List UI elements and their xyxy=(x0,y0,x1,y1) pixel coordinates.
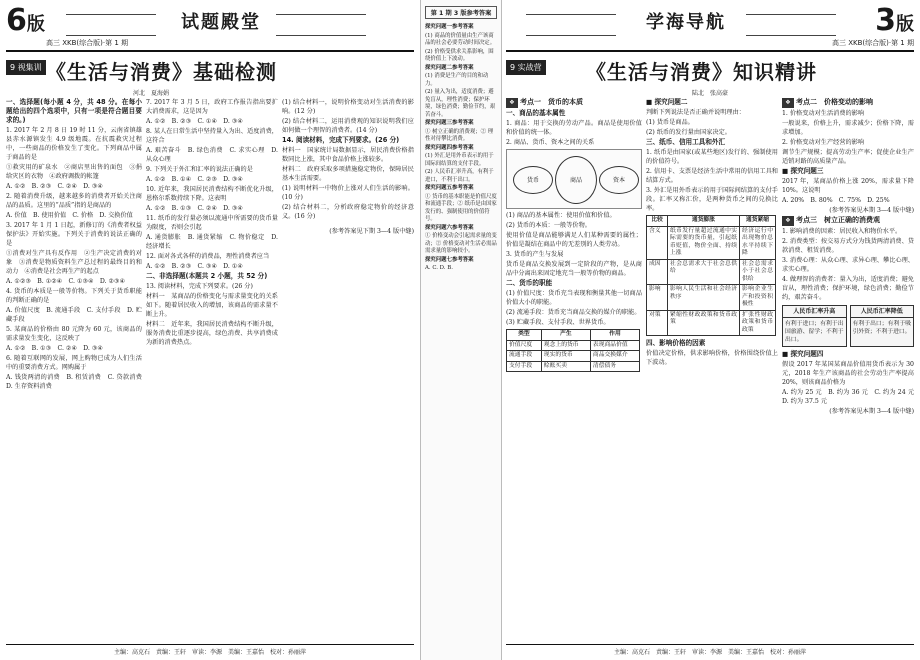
chapter-heading: ❖ 考点三 树立正确的消费观 xyxy=(782,216,914,226)
answer-item: 探究问题七参考答案 xyxy=(425,256,474,263)
right-page xyxy=(500,0,920,660)
paragraph: (1) 商品的基本属性：使用价值和价值。 xyxy=(506,212,616,219)
question-stem: ①消费对生产具有反作用 ②生产决定消费的对象 ③消费是物质资料生产总过程的最终目的和动力 ④消费是社会再生产的起点 xyxy=(6,250,142,275)
section-heading: 一、选择题(每小题 4 分，共 48 分。在每小题给出的四个选项中，只有一项是符合题目要求的。) xyxy=(6,98,142,124)
table-cell: 表现商品价值 xyxy=(590,340,639,351)
paragraph: 货币是商品交换发展到一定阶段的产物，是从商品中分离出来固定地充当一般等价物的商品。 xyxy=(506,261,642,277)
answer-note: (参考答案见本期 3—4 版中缝) xyxy=(829,207,914,214)
table-row xyxy=(507,351,640,362)
table-cell: 价值尺度 xyxy=(507,340,542,351)
table-cell: 社会总需求大于社会总供给 xyxy=(668,259,740,285)
paragraph: 4. 做理智的消费者：量入为出，适度消费；避免盲从，理性消费；保护环境，绿色消费；勤俭节约，艰苦奋斗。 xyxy=(782,276,914,301)
question: 13. 阅读材料，完成下列要求。(26 分) xyxy=(146,283,253,290)
section-tag: 9 实战营 xyxy=(506,60,546,75)
question-options: A. ①② B. ①③ C. ②④ D. ③④ xyxy=(146,205,243,212)
paragraph: 判断下列说法是否正确并说明理由： xyxy=(646,109,745,116)
paragraph: 1. 纸币是由国家(或某些地区)发行的、强制使用的价值符号。 xyxy=(646,149,778,165)
paragraph: 调节生产规模；提高劳动生产率；促使企业生产适销对路的高质量产品。 xyxy=(782,149,914,165)
answer-item: 探究问题一参考答案 xyxy=(425,24,474,30)
bookmark-icon: ❖ xyxy=(506,98,518,108)
left-footer: 主编：高克石 责编：王轩 审读：李源 美编：王嘉怡 校对：孙丽萍 xyxy=(6,644,414,656)
table-cell: 商品交换媒介 xyxy=(590,351,639,362)
question-options: A. ①② B. ②③ C. ①④ D. ③④ xyxy=(146,118,243,125)
table-cell: 现实的货币 xyxy=(541,351,590,362)
answer-item: (1) 消费是生产的目的和动力。 xyxy=(425,73,489,87)
table-header: 通货紧缩 xyxy=(740,216,776,227)
section-heading: 四、影响价格的因素 xyxy=(646,339,706,347)
question-options: A. ①② B. ①③ C. ②④ D. ③④ xyxy=(6,345,103,352)
paragraph: 3. 外汇是用外币表示的用于国际间结算的支付手段。汇率又称汇价，是两种货币之间的兑换比率。 xyxy=(646,187,778,212)
right-column-1 xyxy=(506,98,642,628)
right-masthead xyxy=(506,4,914,52)
left-column-1 xyxy=(6,98,149,628)
material: 材料二 近年来，我国居民消费结构不断升级，服务消费比重逐步提高，绿色消费、共享消费成为新的消费热点。 xyxy=(146,321,278,346)
question-options: A. 20% B. 80% C. 75% D. 25% xyxy=(782,197,890,204)
answer-item: (1) 外汇是用外币表示的用于国际间结算的支付手段。 xyxy=(425,153,494,167)
material: 材料一 某商品的价格变化与需求量变化的关系如下。随着居民收入的增加，该商品的需求量不断上升。 xyxy=(146,293,278,318)
card-body: 有利于出口；有利于吸引外资；不利于进口。 xyxy=(852,321,911,335)
table-header: 作用 xyxy=(590,330,639,341)
table-row xyxy=(647,259,776,285)
question: 12. 面对各式各样的消费品，理性消费者应当 xyxy=(146,253,270,260)
table-header: 产生 xyxy=(541,330,590,341)
inflation-comparison-table xyxy=(646,215,776,336)
card-title: 人民币汇率降低 xyxy=(851,306,914,318)
table-cell: 影响人民生活和社会经济秩序 xyxy=(668,285,740,311)
table-row xyxy=(507,340,640,351)
requirement: (1) 说明材料一中物价上涨对人们生活的影响。(10 分) xyxy=(282,185,414,201)
paragraph: 2. 商品、货币、资本之间的关系 xyxy=(506,139,595,146)
right-footer: 主编：高克石 责编：王轩 审读：李源 美编：王嘉怡 校对：孙丽萍 xyxy=(506,644,914,656)
answer-item: 探究问题五参考答案 xyxy=(425,185,474,191)
paragraph: 假设 2017 年某国某商品价值用货币表示为 30 元，2018 年生产该商品的社会劳动生产率提高 20%，则该商品价格为 xyxy=(782,361,914,386)
byline: 河北 夏海娟 xyxy=(132,90,169,97)
question-options: A. ①②③ B. ①②④ C. ①③④ D. ②③④ xyxy=(6,278,126,285)
question: 10. 近年来，我国居民消费结构不断优化升级，恩格尔系数持续下降。这表明 xyxy=(146,186,278,202)
answer-item: 探究问题三参考答案 xyxy=(425,120,474,126)
section-tag: 9 视集训 xyxy=(6,60,46,75)
question: 8. 某人在日常生活中坚持量入为出、适度消费，这符合 xyxy=(146,128,278,144)
paragraph: 2. 价格变动对生产经营的影响 xyxy=(782,139,865,146)
info-card xyxy=(782,305,847,347)
answer-item: (1) 商品的价值量由生产该商品的社会必要劳动时间决定。 xyxy=(425,32,496,46)
table-row xyxy=(507,361,640,372)
question-options: A. 钱货两清的消费 B. 租赁消费 C. 贷款消费 D. 生存资料消费 xyxy=(6,374,149,390)
inquiry-heading: ■ 探究问题二 xyxy=(646,98,688,106)
spine-heading: 第 1 期 3 版参考答案 xyxy=(425,6,497,19)
answer-item: A. C. D. B. xyxy=(425,265,453,271)
requirement: (1) 结合材料一，说明价格变动对生活消费的影响。(12 分) xyxy=(282,99,414,115)
masthead-decoration xyxy=(276,14,366,36)
paragraph: 2. 信用卡、支票是经济生活中常用的信用工具和结算方式。 xyxy=(646,168,778,184)
inquiry-heading: ■ 探究问题四 xyxy=(782,350,824,358)
table-cell: 影响企业生产和投资积极性 xyxy=(740,285,776,311)
table-row xyxy=(647,310,776,336)
column-name: 试题殿堂 xyxy=(181,12,261,33)
paragraph: (1) 价值尺度：货币充当表现和衡量其他一切商品价值大小的职能。 xyxy=(506,290,642,306)
question-options: A. 艰苦奋斗 B. 绿色消费 C. 求实心理 D. 从众心理 xyxy=(146,147,278,163)
question-options: A. ①② B. ②③ C. ②④ D. ③④ xyxy=(6,183,103,190)
relation-diagram xyxy=(506,149,642,209)
inquiry-heading: ■ 探究问题三 xyxy=(782,167,824,175)
table-cell: 观念上的货币 xyxy=(541,340,590,351)
answer-item: ① 货币的基本职能是价值尺度和流通手段；② 纸币是由国家发行的、强制使用的价值符号。 xyxy=(425,193,497,222)
question-options: A. 约为 25 元 B. 约为 36 元 C. 约为 24 元 D. 约为 37.5 元 xyxy=(782,389,920,405)
table-cell: 赊账买卖 xyxy=(541,361,590,372)
function-table xyxy=(506,329,640,372)
page-title: 《生活与消费》知识精讲 xyxy=(586,60,817,84)
answer-item: 探究问题四参考答案 xyxy=(425,144,474,151)
material: 材料一 国家统计局数据显示，居民消费价格指数同比上涨，其中食品价格上涨较多。 xyxy=(282,147,414,163)
question: 3. 2017 年 1 月 1 日起，新修订的《消费者权益保护法》开始实施。下列关于消费的说法正确的是 xyxy=(6,222,142,247)
table-header: 类型 xyxy=(507,330,542,341)
question: 14. 阅读材料，完成下列要求。(26 分) xyxy=(282,136,400,144)
chapter-heading: ❖ 考点二 价格变动的影响 xyxy=(782,98,914,108)
question-options: A. 价值尺度 B. 流通手段 C. 支付手段 D. 贮藏手段 xyxy=(6,307,142,323)
table-row xyxy=(647,226,776,259)
question-options: A. ①② B. ②③ C. ③④ D. ①④ xyxy=(146,263,243,270)
answer-note: (参考答案见本期 3—4 版中缝) xyxy=(829,408,914,415)
answer-item: ① 树立正确的消费观；② 理性对待攀比消费。 xyxy=(425,128,494,142)
question: 1. 2017 年 2 月 8 日 19 时 11 分，云南省镇雄县赤水源镇发生 4.9 级地震。在抗震救灾过程中，一些商品的价格发生了变化。下列商品中属于商品的是 xyxy=(6,127,142,161)
question-options: A. 价值 B. 使用价值 C. 价格 D. 交换价值 xyxy=(6,212,133,219)
table-cell: 社会总需求小于社会总供给 xyxy=(740,259,776,285)
table-header: 比较 xyxy=(647,216,668,227)
table-cell: 成因 xyxy=(647,259,668,285)
section-banner xyxy=(506,56,914,86)
answer-note: (参考答案见下期 3—4 版中缝) xyxy=(329,228,414,235)
answer-item: ① 价格变动会引起需求量的变动；② 价格变动对生活必需品需求量的影响较小。 xyxy=(425,233,497,254)
question: 6. 随着互联网的发展，网上购物已成为人们生活中的重要消费方式。网购属于 xyxy=(6,355,142,371)
paragraph: (2) 纸币的发行量由国家决定。 xyxy=(646,129,731,136)
bookmark-icon: ❖ xyxy=(782,98,794,108)
paragraph: 一般说来，价格上升，需求减少；价格下降，需求增加。 xyxy=(782,120,914,136)
paragraph: 1. 商品：用于交换的劳动产品。商品是使用价值和价值的统一体。 xyxy=(506,120,642,136)
table-cell: 扩张性财政政策和货币政策 xyxy=(740,310,776,336)
left-page xyxy=(0,0,420,660)
edition-number: 3版 xyxy=(875,3,914,38)
issue-label: 高三 XKB(综合版)·第 1 期 xyxy=(46,39,129,47)
paragraph: (2) 货币的本质：一般等价物。 xyxy=(506,222,591,229)
table-cell: 对策 xyxy=(647,310,668,336)
table-cell: 含义 xyxy=(647,226,668,259)
material: 材料二 政府采取多项措施稳定物价，保障居民基本生活需要。 xyxy=(282,166,414,182)
left-column-3 xyxy=(282,98,414,628)
table-cell: 支付手段 xyxy=(507,361,542,372)
table-cell: 清偿债务 xyxy=(590,361,639,372)
table-cell: 流通手段 xyxy=(507,351,542,362)
question-stem: ①救灾用的矿泉水 ②商店里出售的面包 ③捐给灾区的衣物 ④政府调拨的帐篷 xyxy=(6,164,142,180)
info-card xyxy=(850,305,915,347)
question: 9. 下列关于外汇和汇率的说法正确的是 xyxy=(146,166,253,173)
question: 7. 2017 年 3 月 5 日，政府工作报告指出要扩大消费需求，这是因为 xyxy=(146,99,278,115)
question: 11. 纸币的发行量必须以流通中所需要的货币量为限度，否则会引起 xyxy=(146,215,278,231)
diagram-node: 货币 xyxy=(513,166,553,194)
answer-item: (2) 价格受供求关系影响，围绕价值上下波动。 xyxy=(425,48,494,62)
paragraph: (1) 货币是商品。 xyxy=(646,119,694,126)
section-heading: 三、纸币、信用工具和外汇 xyxy=(646,138,726,146)
requirement: (2) 结合材料二，运用消费观的知识说明我们应如何做一个理智的消费者。(14 分) xyxy=(282,118,414,134)
table-cell: 纸币发行量超过流通中实际需要的货币量，引起纸币贬值，物价全面、持续上涨 xyxy=(668,226,740,259)
spine-answers xyxy=(425,24,497,644)
section-banner xyxy=(6,56,414,86)
answer-item: (2) 量入为出，适度消费；避免盲从，理性消费；保护环境，绿色消费；勤俭节约，艰苦奋斗。 xyxy=(425,89,496,118)
paragraph: (3) 贮藏手段、支付手段、世界货币。 xyxy=(506,319,610,326)
exchange-rate-cards xyxy=(782,305,914,347)
table-cell: 紧缩性财政政策和货币政策 xyxy=(668,310,740,336)
masthead-decoration xyxy=(526,14,616,36)
diagram-node: 资本 xyxy=(599,166,639,194)
answer-item: (2) 人民币汇率升高，有利于进口，不利于出口。 xyxy=(425,169,494,183)
paragraph: (2) 流通手段：货币充当商品交换的媒介的职能。 xyxy=(506,309,641,316)
answer-spine xyxy=(420,0,502,660)
question-options: A. 通货膨胀 B. 通货紧缩 C. 物价稳定 D. 经济增长 xyxy=(146,234,278,250)
masthead-decoration xyxy=(66,14,156,36)
question-options: A. ①② B. ①④ C. ②③ D. ③④ xyxy=(146,176,243,183)
paragraph: 使用价值是商品能够满足人们某种需要的属性；价值是凝结在商品中的无差别的人类劳动。 xyxy=(506,232,642,248)
edition-number: 6版 xyxy=(6,3,45,38)
question: 2. 随着消费升级，越来越多的消费者开始关注商品的品质。这里的“品质”指的是商品的 xyxy=(6,193,142,209)
column-name: 学海导航 xyxy=(646,12,726,33)
answer-item: 探究问题二参考答案 xyxy=(425,64,474,71)
paragraph: 2017 年，某商品价格上涨 20%，需求量下降 10%。这说明 xyxy=(782,178,914,194)
card-title: 人民币汇率升高 xyxy=(783,306,846,318)
section-heading: 一、商品的基本属性 xyxy=(506,109,566,117)
answer-item: 探究问题六参考答案 xyxy=(425,224,474,231)
question: 4. 货币的本质是一般等价物。下列关于货币职能的判断正确的是 xyxy=(6,288,142,304)
masthead-decoration xyxy=(746,14,836,36)
table-header: 通货膨胀 xyxy=(668,216,740,227)
right-column-2 xyxy=(646,98,778,628)
table-row xyxy=(647,285,776,311)
card-body: 有利于进口；有利于出国旅游、留学；不利于出口。 xyxy=(785,321,844,343)
question: 5. 某商品的价格由 80 元降为 60 元，该商品的需求量发生变化，这反映了 xyxy=(6,326,142,342)
left-masthead xyxy=(6,4,414,52)
paragraph: 1. 价格变动对生活消费的影响 xyxy=(782,110,865,117)
section-heading: 二、货币的职能 xyxy=(506,279,553,287)
byline: 陆北 张高豪 xyxy=(691,90,728,97)
paragraph: 1. 影响消费的因素：居民收入和物价水平。 xyxy=(782,228,902,235)
section-heading: 二、非选择题(本题共 2 小题，共 52 分) xyxy=(146,272,268,280)
right-column-3 xyxy=(782,98,920,628)
bookmark-icon: ❖ xyxy=(782,216,794,226)
diagram-node: 商品 xyxy=(555,156,597,204)
table-cell: 影响 xyxy=(647,285,668,311)
chapter-heading: ❖ 考点一 货币的本质 xyxy=(506,98,642,108)
paragraph: 3. 消费心理：从众心理、求异心理、攀比心理、求实心理。 xyxy=(782,257,914,273)
paragraph: 3. 货币的产生与发展 xyxy=(506,251,564,258)
paragraph: 2. 消费类型：按交易方式分为钱货两清消费、贷款消费、租赁消费。 xyxy=(782,238,914,254)
table-cell: 经济运行中出现物价总水平持续下降 xyxy=(740,226,776,259)
issue-label: 高三 XKB(综合版)·第 1 期 xyxy=(831,39,914,47)
left-column-2 xyxy=(146,98,278,628)
requirement: (2) 结合材料二，分析政府稳定物价的经济意义。(16 分) xyxy=(282,204,414,220)
paragraph: 价值决定价格，供求影响价格，价格围绕价值上下波动。 xyxy=(646,350,778,366)
page-title: 《生活与消费》基础检测 xyxy=(46,60,277,84)
